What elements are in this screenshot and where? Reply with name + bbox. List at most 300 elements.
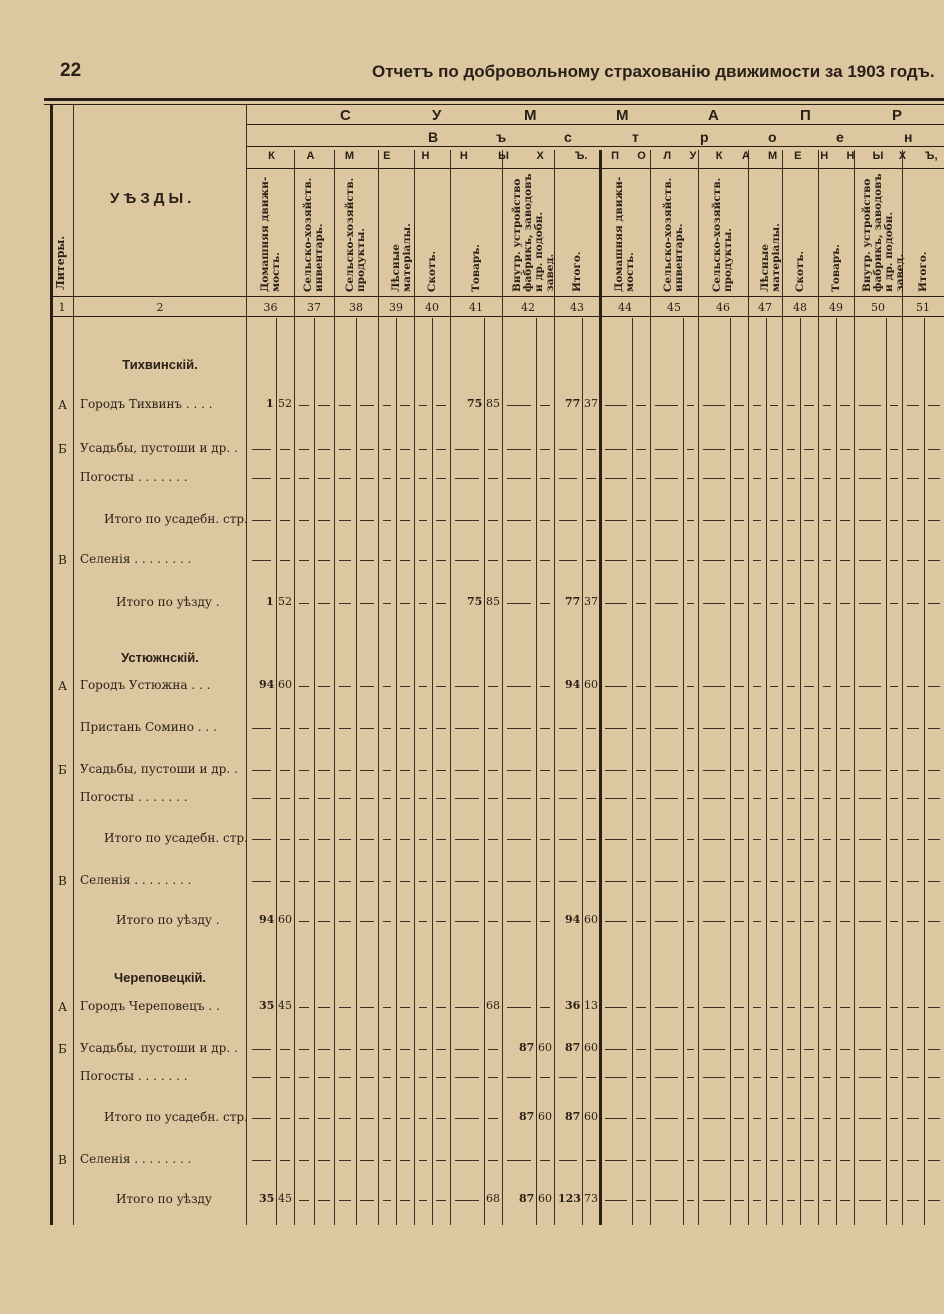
cell-dash-50	[859, 728, 881, 729]
cell-dash-kop-49	[840, 1160, 850, 1161]
polukamennykh-letter-6: М	[768, 150, 778, 162]
vstroen-underline	[247, 146, 944, 147]
cell-dash-kop-44	[636, 1049, 646, 1050]
kop-line-51	[924, 318, 925, 1225]
cell-kop-41: 68	[486, 999, 500, 1012]
cell-dash-38	[339, 520, 351, 521]
cell-dash-kop-51	[928, 1077, 940, 1078]
cell-dash-49	[823, 1118, 831, 1119]
cell-dash-kop-44	[636, 1200, 646, 1201]
cell-dash-kop-45	[687, 686, 694, 687]
cell-dash-kop-47	[770, 520, 778, 521]
cell-dash-kop-37	[318, 1007, 330, 1008]
cell-dash-50	[859, 603, 881, 604]
cell-dash-kop-50	[890, 603, 898, 604]
cell-dash-51	[907, 405, 919, 406]
cell-dash-46	[703, 1160, 725, 1161]
cell-dash-kop-38	[360, 686, 374, 687]
cell-dash-49	[823, 839, 831, 840]
col-number-1: 1	[58, 301, 66, 314]
cell-dash-51	[907, 728, 919, 729]
kop-line-44	[632, 318, 633, 1225]
cell-dash-kop-38	[360, 1077, 374, 1078]
cell-dash-kop-39	[400, 770, 410, 771]
cell-kop-42: 60	[538, 1041, 552, 1054]
cell-kop-43: 60	[584, 1041, 598, 1054]
cell-dash-36	[252, 1077, 271, 1078]
cell-dash-kop-50	[890, 1200, 898, 1201]
cell-dash-kop-42	[540, 728, 550, 729]
vstroen-letter-2: с	[564, 129, 572, 145]
cell-dash-kop-43	[586, 478, 596, 479]
cell-dash-kop-45	[687, 1077, 694, 1078]
cell-dash-kop-36	[280, 560, 290, 561]
kamennykh-letter-1: А	[306, 150, 315, 162]
kop-line-36	[276, 318, 277, 1225]
cell-dash-kop-47	[770, 603, 778, 604]
cell-dash-kop-39	[400, 1118, 410, 1119]
cell-kop-41: 85	[486, 595, 500, 608]
cell-dash-40	[419, 1160, 427, 1161]
cell-dash-47	[753, 1049, 761, 1050]
cell-dash-kop-38	[360, 770, 374, 771]
polukamennykh-letter-12: Ъ,	[924, 150, 938, 162]
cell-kop-43: 60	[584, 913, 598, 926]
cell-dash-kop-48	[804, 1007, 814, 1008]
cell-rub-36: 35	[259, 1192, 275, 1205]
vstroen-letter-5: о	[768, 129, 777, 145]
summa-letter-6: Р	[892, 107, 903, 124]
cell-dash-48	[787, 686, 795, 687]
cell-rub-42: 87	[519, 1041, 535, 1054]
summa-letter-2: М	[524, 107, 537, 124]
cell-dash-kop-39	[400, 1077, 410, 1078]
col-number-46: 46	[716, 301, 730, 314]
row-letter: А	[58, 1000, 68, 1014]
cell-dash-38	[339, 478, 351, 479]
cell-dash-51	[907, 1077, 919, 1078]
cell-dash-40	[419, 770, 427, 771]
cell-dash-kop-47	[770, 686, 778, 687]
cell-dash-46	[703, 798, 725, 799]
cell-dash-46	[703, 1077, 725, 1078]
cell-dash-kop-41	[488, 839, 498, 840]
row-letter: В	[58, 1153, 67, 1167]
summa-letter-4: А	[708, 107, 719, 124]
table-left-border	[50, 105, 53, 1225]
cell-dash-kop-44	[636, 405, 646, 406]
cell-dash-kop-38	[360, 603, 374, 604]
cell-dash-kop-38	[360, 1049, 374, 1050]
colnum-bottom-line	[52, 316, 944, 317]
cell-dash-48	[787, 839, 795, 840]
cell-dash-kop-51	[928, 449, 940, 450]
cell-dash-38	[339, 1200, 351, 1201]
cell-dash-50	[859, 1049, 881, 1050]
cell-dash-kop-36	[280, 478, 290, 479]
cell-dash-kop-39	[400, 405, 410, 406]
cell-dash-kop-49	[840, 449, 850, 450]
litery-header: Литеры.	[54, 235, 67, 290]
cell-dash-kop-37	[318, 520, 330, 521]
cell-dash-kop-45	[687, 603, 694, 604]
cell-dash-41	[455, 728, 479, 729]
cell-dash-38	[339, 405, 351, 406]
cell-dash-43	[559, 770, 577, 771]
cell-kop-36: 52	[278, 397, 292, 410]
cell-dash-39	[383, 881, 391, 882]
cell-dash-37	[299, 520, 309, 521]
cell-dash-41	[455, 1049, 479, 1050]
cell-dash-50	[859, 405, 881, 406]
row-label: Погосты . . . . . . .	[80, 1069, 188, 1083]
cell-dash-40	[419, 881, 427, 882]
kop-line-47	[766, 318, 767, 1225]
cell-dash-43	[559, 478, 577, 479]
row-label: Селенія . . . . . . . .	[80, 1152, 192, 1166]
polukamennykh-letter-4: К	[715, 150, 723, 162]
cell-dash-kop-36	[280, 1049, 290, 1050]
cell-dash-44	[605, 1118, 627, 1119]
cell-dash-47	[753, 1118, 761, 1119]
cell-dash-kop-40	[436, 1118, 446, 1119]
cell-dash-kop-47	[770, 1200, 778, 1201]
cell-rub-43: 87	[565, 1110, 581, 1123]
cell-dash-kop-50	[890, 839, 898, 840]
cell-dash-48	[787, 798, 795, 799]
row-label: Итого по уѣзду .	[116, 913, 220, 927]
cell-dash-kop-46	[734, 686, 744, 687]
cell-dash-kop-41	[488, 881, 498, 882]
cell-dash-45	[655, 1049, 678, 1050]
cell-dash-37	[299, 603, 309, 604]
col-number-2: 2	[156, 301, 164, 314]
cell-dash-kop-37	[318, 560, 330, 561]
cell-dash-38	[339, 603, 351, 604]
cell-kop-42: 60	[538, 1192, 552, 1205]
cell-dash-45	[655, 478, 678, 479]
cell-dash-kop-48	[804, 560, 814, 561]
cell-dash-45	[655, 798, 678, 799]
cell-dash-kop-50	[890, 405, 898, 406]
cell-dash-46	[703, 728, 725, 729]
district-title: Устюжнскій.	[121, 650, 199, 665]
cell-dash-44	[605, 728, 627, 729]
cell-dash-51	[907, 1118, 919, 1119]
polukamennykh-letter-11: Х	[898, 150, 907, 162]
cell-dash-36	[252, 770, 271, 771]
cell-dash-36	[252, 1049, 271, 1050]
row-label: Итого по уѣзду	[116, 1192, 212, 1206]
cell-dash-50	[859, 839, 881, 840]
cell-dash-44	[605, 1077, 627, 1078]
cell-dash-36	[252, 449, 271, 450]
cell-dash-46	[703, 478, 725, 479]
row-letter: В	[58, 553, 67, 567]
cell-dash-kop-48	[804, 770, 814, 771]
cell-dash-40	[419, 603, 427, 604]
cell-dash-47	[753, 686, 761, 687]
cell-dash-47	[753, 405, 761, 406]
kamennykh-letter-3: Е	[383, 150, 391, 162]
cell-dash-41	[455, 881, 479, 882]
cell-dash-39	[383, 728, 391, 729]
header-bottom-line	[52, 296, 944, 297]
cell-dash-kop-47	[770, 770, 778, 771]
cell-dash-kop-49	[840, 405, 850, 406]
col-header-37: Сельско-хозяйств. инвентарь.	[302, 177, 325, 292]
cell-dash-kop-36	[280, 520, 290, 521]
cell-dash-kop-46	[734, 728, 744, 729]
row-label: Усадьбы, пустоши и др. .	[80, 441, 238, 455]
cell-dash-42	[507, 1160, 531, 1161]
cell-dash-kop-51	[928, 560, 940, 561]
cell-dash-kop-37	[318, 921, 330, 922]
cell-dash-37	[299, 560, 309, 561]
col-header-50: Внутр. устройство фабрикъ, заводовъ и др. подобн. завед.	[860, 173, 906, 292]
cell-dash-47	[753, 798, 761, 799]
cell-dash-48	[787, 1200, 795, 1201]
kop-line-46	[730, 318, 731, 1225]
vstroen-letter-0: В	[428, 129, 439, 145]
cell-dash-51	[907, 1049, 919, 1050]
cell-dash-36	[252, 1160, 271, 1161]
cell-dash-49	[823, 1007, 831, 1008]
cell-dash-kop-38	[360, 478, 374, 479]
cell-dash-49	[823, 798, 831, 799]
cell-dash-kop-41	[488, 449, 498, 450]
row-label: Погосты . . . . . . .	[80, 790, 188, 804]
cell-dash-40	[419, 798, 427, 799]
cell-dash-kop-44	[636, 921, 646, 922]
cell-dash-41	[455, 798, 479, 799]
cell-dash-kop-37	[318, 1077, 330, 1078]
cell-dash-kop-50	[890, 881, 898, 882]
col-number-41: 41	[469, 301, 483, 314]
cell-dash-37	[299, 405, 309, 406]
col-header-48: Скотъ.	[793, 250, 806, 292]
cell-dash-43	[559, 798, 577, 799]
cell-dash-44	[605, 839, 627, 840]
cell-dash-39	[383, 1118, 391, 1119]
cell-dash-kop-39	[400, 921, 410, 922]
cell-dash-kop-50	[890, 686, 898, 687]
cell-dash-kop-48	[804, 728, 814, 729]
cell-dash-kop-49	[840, 728, 850, 729]
cell-dash-kop-41	[488, 1118, 498, 1119]
cell-dash-kop-37	[318, 881, 330, 882]
cell-dash-39	[383, 603, 391, 604]
cell-dash-kop-42	[540, 405, 550, 406]
cell-dash-kop-50	[890, 478, 898, 479]
summa-letter-0: С	[340, 107, 351, 124]
cell-dash-kop-50	[890, 1160, 898, 1161]
cell-dash-kop-44	[636, 1007, 646, 1008]
cell-dash-kop-47	[770, 881, 778, 882]
cell-dash-40	[419, 1118, 427, 1119]
cell-dash-kop-49	[840, 839, 850, 840]
cell-dash-49	[823, 1160, 831, 1161]
cell-dash-kop-49	[840, 881, 850, 882]
row-label: Усадьбы, пустоши и др. .	[80, 1041, 238, 1055]
cell-dash-51	[907, 839, 919, 840]
cell-dash-kop-51	[928, 921, 940, 922]
cell-dash-36	[252, 839, 271, 840]
cell-dash-46	[703, 560, 725, 561]
cell-dash-kop-38	[360, 1200, 374, 1201]
col-header-49: Товаръ.	[829, 244, 842, 292]
cell-dash-43	[559, 449, 577, 450]
cell-dash-kop-42	[540, 1077, 550, 1078]
cell-dash-37	[299, 686, 309, 687]
cell-dash-kop-36	[280, 449, 290, 450]
col-number-37: 37	[307, 301, 321, 314]
cell-dash-39	[383, 520, 391, 521]
cell-dash-kop-46	[734, 839, 744, 840]
cell-dash-kop-43	[586, 449, 596, 450]
cell-dash-48	[787, 520, 795, 521]
cell-dash-38	[339, 1118, 351, 1119]
cell-dash-50	[859, 520, 881, 521]
cell-dash-45	[655, 1200, 678, 1201]
cell-dash-46	[703, 1200, 725, 1201]
cell-rub-41: 75	[467, 397, 483, 410]
cell-dash-kop-36	[280, 839, 290, 840]
cell-dash-50	[859, 449, 881, 450]
cell-kop-43: 13	[584, 999, 598, 1012]
cell-kop-42: 60	[538, 1110, 552, 1123]
cell-dash-kop-44	[636, 770, 646, 771]
cell-dash-50	[859, 881, 881, 882]
cell-dash-kop-40	[436, 1007, 446, 1008]
vstroen-letter-4: р	[700, 129, 709, 145]
cell-dash-kop-46	[734, 1077, 744, 1078]
cell-dash-41	[455, 560, 479, 561]
cell-dash-kop-37	[318, 728, 330, 729]
cell-dash-41	[455, 1160, 479, 1161]
row-label: Городъ Тихвинъ . . . .	[80, 397, 213, 411]
cell-dash-kop-47	[770, 798, 778, 799]
polukamennykh-letter-5: А	[741, 150, 750, 162]
col-number-40: 40	[425, 301, 439, 314]
row-label: Городъ Устюжна . . .	[80, 678, 211, 692]
cell-dash-kop-47	[770, 839, 778, 840]
row-letter: А	[58, 398, 68, 412]
cell-dash-37	[299, 478, 309, 479]
polukamennykh-letter-8: Н	[820, 150, 829, 162]
cell-dash-kop-44	[636, 1160, 646, 1161]
cell-dash-51	[907, 1007, 919, 1008]
cell-dash-36	[252, 478, 271, 479]
cell-dash-kop-43	[586, 770, 596, 771]
cell-dash-51	[907, 881, 919, 882]
district-title: Череповецкій.	[113, 970, 207, 985]
cell-dash-kop-50	[890, 1118, 898, 1119]
cell-dash-kop-40	[436, 770, 446, 771]
cell-dash-kop-42	[540, 881, 550, 882]
cell-dash-kop-39	[400, 1007, 410, 1008]
cell-dash-kop-42	[540, 1007, 550, 1008]
col-line-42	[554, 150, 555, 1225]
cell-dash-51	[907, 1200, 919, 1201]
cell-dash-kop-51	[928, 798, 940, 799]
cell-dash-kop-37	[318, 478, 330, 479]
cell-dash-49	[823, 770, 831, 771]
cell-dash-kop-43	[586, 560, 596, 561]
cell-dash-46	[703, 881, 725, 882]
cell-dash-46	[703, 921, 725, 922]
cell-dash-50	[859, 1118, 881, 1119]
cell-dash-47	[753, 1077, 761, 1078]
cell-dash-41	[455, 520, 479, 521]
cell-dash-kop-43	[586, 1160, 596, 1161]
cell-dash-47	[753, 881, 761, 882]
cell-dash-kop-39	[400, 798, 410, 799]
col-header-38: Сельско-хозяйств. продукты.	[344, 177, 367, 292]
cell-dash-44	[605, 478, 627, 479]
cell-dash-kop-37	[318, 449, 330, 450]
cell-dash-kop-45	[687, 405, 694, 406]
cell-dash-40	[419, 686, 427, 687]
cell-dash-44	[605, 520, 627, 521]
cell-dash-kop-37	[318, 798, 330, 799]
cell-rub-42: 87	[519, 1192, 535, 1205]
uezdy-header: УѢЗДЫ.	[110, 190, 196, 207]
cell-dash-kop-50	[890, 1007, 898, 1008]
cell-dash-50	[859, 1007, 881, 1008]
cell-dash-kop-50	[890, 1077, 898, 1078]
col-header-40: Скотъ.	[425, 250, 438, 292]
cell-kop-36: 45	[278, 999, 292, 1012]
cell-kop-36: 45	[278, 1192, 292, 1205]
kamennykh-letter-0: К	[268, 150, 275, 162]
cell-dash-42	[507, 1077, 531, 1078]
cell-dash-kop-39	[400, 520, 410, 521]
cell-dash-48	[787, 1049, 795, 1050]
col-header-36: Домашняя движи- мость.	[258, 176, 282, 292]
cell-dash-kop-40	[436, 603, 446, 604]
polukamennykh-letter-2: Л	[663, 150, 672, 162]
cell-dash-kop-39	[400, 839, 410, 840]
cell-dash-kop-51	[928, 770, 940, 771]
cell-dash-41	[455, 1200, 479, 1201]
cell-dash-kop-45	[687, 1200, 694, 1201]
cell-dash-41	[455, 478, 479, 479]
cell-rub-36: 94	[259, 913, 275, 926]
cell-dash-42	[507, 1007, 531, 1008]
row-label: Селенія . . . . . . . .	[80, 873, 192, 887]
cell-dash-kop-46	[734, 449, 744, 450]
cell-dash-kop-39	[400, 1160, 410, 1161]
cell-dash-40	[419, 1007, 427, 1008]
kop-line-39	[396, 318, 397, 1225]
cell-dash-51	[907, 770, 919, 771]
cell-dash-kop-45	[687, 839, 694, 840]
cell-dash-40	[419, 1049, 427, 1050]
cell-dash-48	[787, 1118, 795, 1119]
cell-dash-45	[655, 839, 678, 840]
cell-dash-kop-48	[804, 603, 814, 604]
cell-dash-kop-40	[436, 1200, 446, 1201]
cell-dash-kop-40	[436, 921, 446, 922]
cell-dash-43	[559, 881, 577, 882]
cell-dash-44	[605, 1160, 627, 1161]
cell-dash-44	[605, 1007, 627, 1008]
cell-dash-kop-45	[687, 449, 694, 450]
cell-dash-kop-44	[636, 478, 646, 479]
cell-dash-42	[507, 405, 531, 406]
cell-dash-43	[559, 839, 577, 840]
